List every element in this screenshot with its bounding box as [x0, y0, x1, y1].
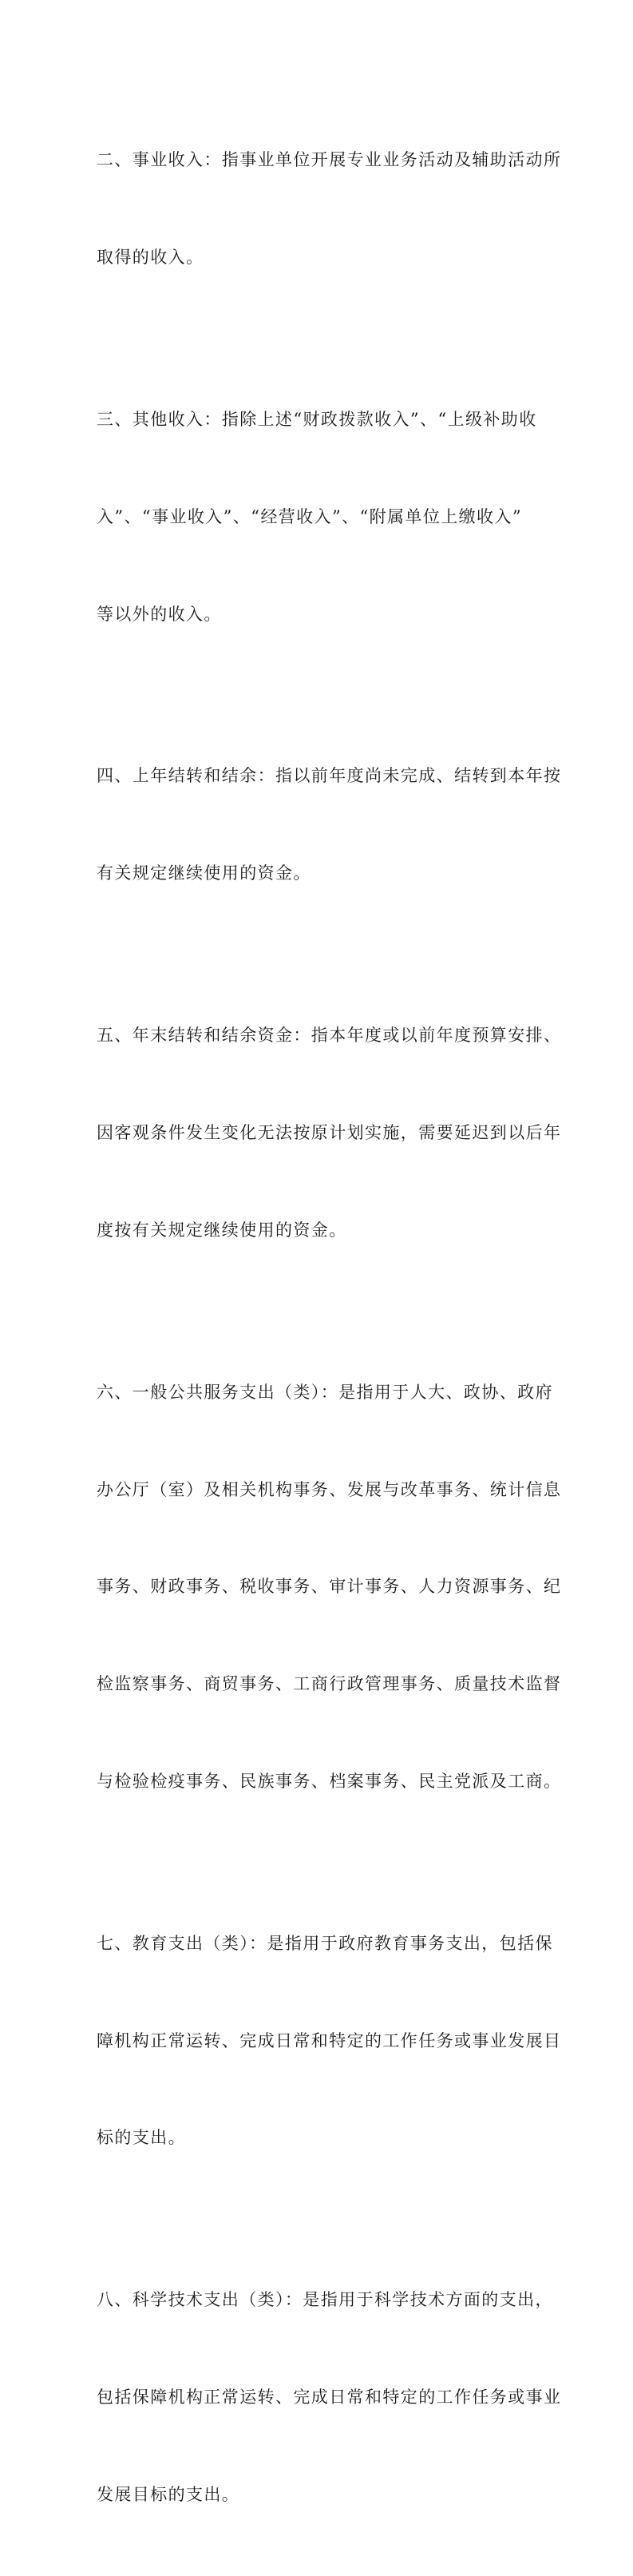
- text-line: 检监察事务、商贸事务、工商行政管理事务、质量技术监督: [97, 1674, 562, 1694]
- text-line: 五、年末结转和结余资金：指本年度或以前年度预算安排、: [97, 1026, 562, 1046]
- paragraph-science-technology-expenditure: [97, 2219, 562, 2576]
- paragraph-prior-year-carryover: [97, 695, 562, 955]
- text-line: 包括保障机构正常运转、完成日常和特定的工作任务或事业: [97, 2387, 562, 2407]
- document-body: [97, 79, 562, 2576]
- text-line: 入”、“事业收入”、“经营收入”、“附属单位上缴收入”: [97, 506, 522, 526]
- text-line: 取得的收入。: [97, 247, 204, 267]
- paragraph-year-end-carryover: [97, 955, 562, 1312]
- text-line: 与检验检疫事务、民族事务、档案事务、民主党派及工商。: [97, 1771, 562, 1791]
- text-line: 发展目标的支出。: [97, 2484, 240, 2504]
- paragraph-general-public-services: [97, 1312, 562, 1863]
- text-line: 因客观条件发生变化无法按原计划实施，需要延迟到以后年: [97, 1123, 562, 1142]
- text-line: 度按有关规定继续使用的资金。: [97, 1220, 347, 1240]
- paragraph-other-income: [97, 339, 544, 696]
- text-line: 障机构正常运转、完成日常和特定的工作任务或事业发展目: [97, 2030, 562, 2050]
- text-line: 二、事业收入：指事业单位开展专业业务活动及辅助活动所: [97, 150, 562, 170]
- text-line: 四、上年结转和结余：指以前年度尚未完成、结转到本年按: [97, 766, 562, 786]
- text-line: 事务、财政事务、税收事务、审计事务、人力资源事务、纪: [97, 1577, 562, 1597]
- text-line: 八、科学技术支出（类）：是指用于科学技术方面的支出，: [97, 2290, 553, 2310]
- paragraph-business-income: [97, 79, 562, 339]
- paragraph-education-expenditure: [97, 1863, 562, 2220]
- text-line: 有关规定继续使用的资金。: [97, 863, 311, 883]
- text-line: 七、教育支出（类）：是指用于政府教育事务支出，包括保: [97, 1933, 553, 1953]
- text-line: 六、一般公共服务支出（类）：是指用于人大、政协、政府: [97, 1382, 553, 1402]
- text-line: 三、其他收入：指除上述“财政拨款收入”、“上级补助收: [97, 409, 537, 429]
- text-line: 办公厅（室）及相关机构事务、发展与改革事务、统计信息: [97, 1479, 562, 1499]
- text-line: 标的支出。: [97, 2128, 186, 2148]
- text-line: 等以外的收入。: [97, 604, 222, 624]
